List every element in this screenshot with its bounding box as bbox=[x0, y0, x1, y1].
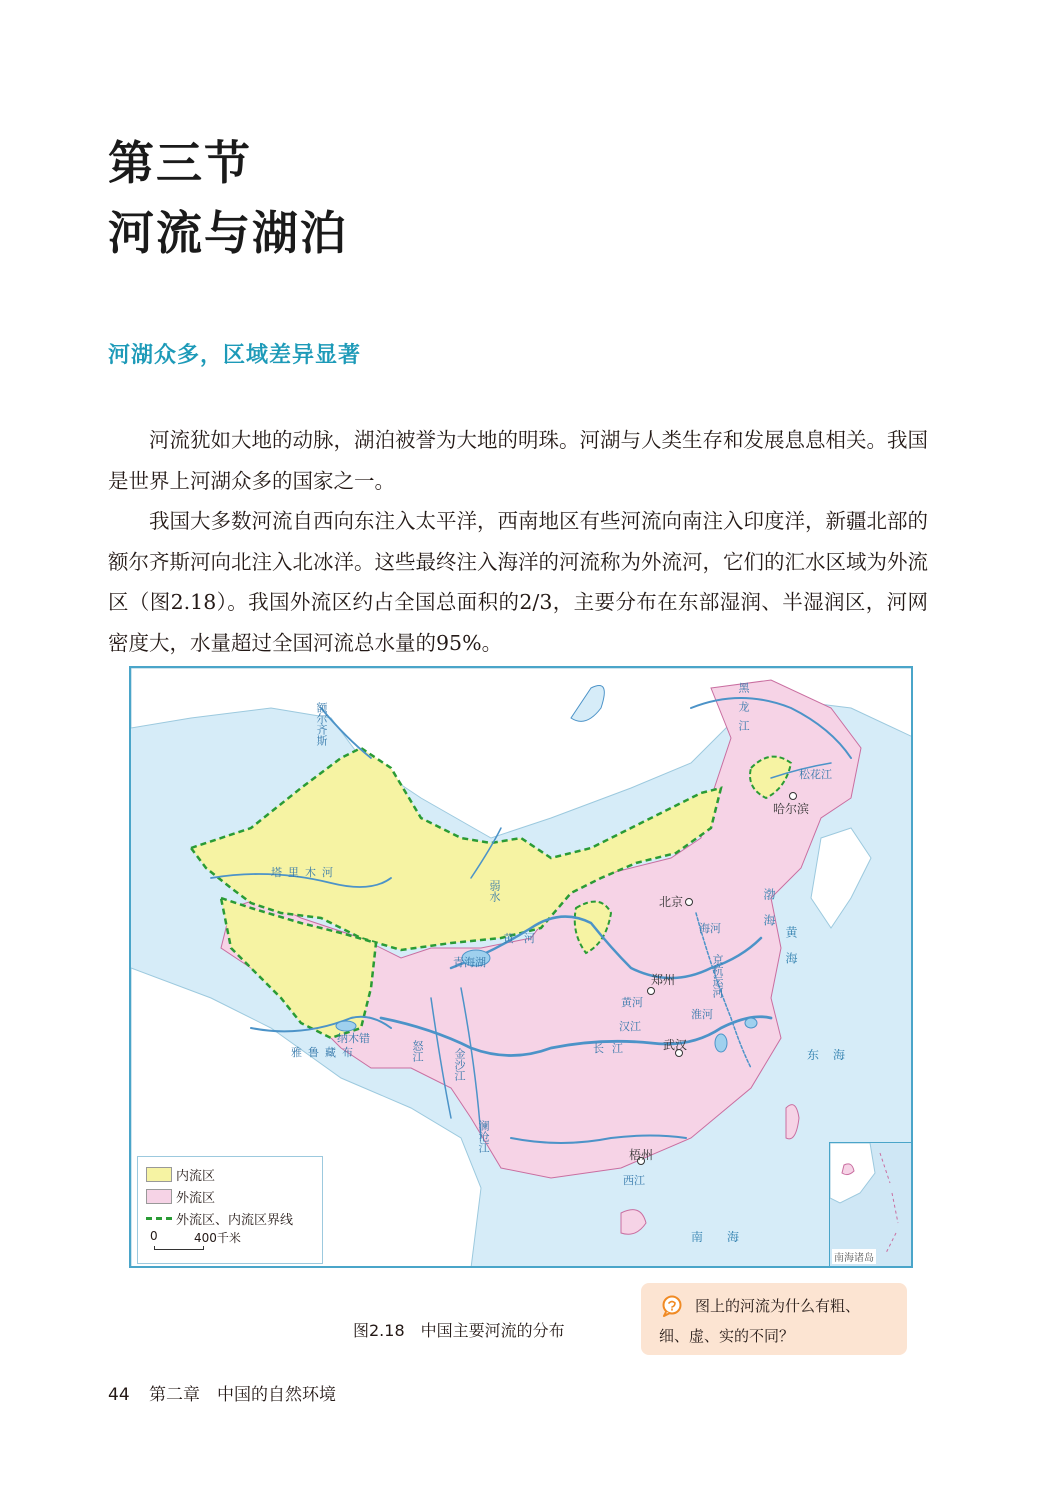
page-number: 44 bbox=[108, 1385, 130, 1405]
inset-hainan bbox=[842, 1164, 854, 1175]
page-footer bbox=[108, 1380, 336, 1405]
city-label-beijing: 北京 bbox=[659, 895, 684, 909]
river-label-jinshajiang: 金沙江 bbox=[453, 1048, 466, 1081]
legend-interior bbox=[146, 1163, 314, 1185]
river-label-lancangjiang: 澜沧江 bbox=[477, 1120, 490, 1153]
poyang-shape bbox=[715, 1034, 727, 1052]
taihu-shape bbox=[745, 1018, 757, 1028]
river-label-erqisi: 额尔齐斯 bbox=[315, 702, 328, 746]
think-line-2: 细、虚、实的不同？ bbox=[659, 1327, 795, 1345]
scale-value: 400千米 bbox=[194, 1231, 241, 1245]
river-label-huaihe: 淮河 bbox=[691, 1008, 713, 1021]
legend-exterior-label: 外流区 bbox=[176, 1190, 216, 1206]
river-label-hanjiang: 汉江 bbox=[619, 1020, 641, 1033]
river-label-yaluzangbu: 雅鲁藏布 bbox=[291, 1046, 359, 1059]
sea-label-nanhai: 南海 bbox=[691, 1230, 764, 1244]
taiwan-island bbox=[786, 1105, 799, 1139]
river-label-ruoshui: 弱水 bbox=[488, 880, 501, 902]
lake-label-qinghaihu: 青海湖 bbox=[453, 956, 486, 969]
boundary-swatch bbox=[146, 1217, 172, 1220]
inset-label: 南海诸岛 bbox=[832, 1249, 876, 1264]
south-china-sea-inset bbox=[829, 1142, 911, 1266]
legend-boundary bbox=[146, 1207, 314, 1229]
inset-land bbox=[830, 1143, 875, 1203]
map-legend bbox=[137, 1156, 323, 1264]
scale-bar bbox=[154, 1246, 204, 1250]
zhengzhou-marker bbox=[648, 988, 655, 995]
paragraph: 我国大多数河流自西向东注入太平洋，西南地区有些河流向南注入印度洋，新疆北部的额尔齐斯河向北注入北冰洋。这些最终注入海洋的河流称为外流河，它们的汇水区域为外流区（图2.18）。我国外流区约占全国总面积的2/3，主要分布在东部湿润、半湿润区，河网密度大，水量超过全国河流总水量的95%。 bbox=[108, 509, 928, 655]
body-text bbox=[108, 420, 928, 663]
river-label-huanghe-upper: 黄河 bbox=[503, 932, 545, 945]
scale-bar-row bbox=[146, 1229, 314, 1253]
river-label-songhuajiang: 松花江 bbox=[799, 768, 832, 781]
legend-boundary-label: 外流区、内流区界线 bbox=[176, 1212, 294, 1228]
sea-label-huanghai: 黄海 bbox=[784, 926, 798, 978]
scale-zero: 0 bbox=[150, 1229, 158, 1243]
beijing-marker bbox=[686, 899, 693, 906]
city-label-harbin: 哈尔滨 bbox=[773, 802, 810, 816]
harbin-marker bbox=[790, 793, 797, 800]
interior-swatch bbox=[146, 1167, 172, 1182]
legend-exterior bbox=[146, 1185, 314, 1207]
chapter-number: 第三节 bbox=[108, 136, 252, 190]
city-label-wuhan: 武汉 bbox=[663, 1038, 688, 1052]
city-label-zhengzhou: 郑州 bbox=[651, 973, 676, 987]
chapter-title bbox=[108, 128, 348, 268]
section-title: 河湖众多，区域差异显著 bbox=[108, 343, 362, 368]
china-river-map bbox=[129, 666, 913, 1268]
think-line-1: 图上的河流为什么有粗、 bbox=[695, 1297, 861, 1315]
river-label-nujiang: 怒江 bbox=[411, 1040, 424, 1062]
speech-bubble-icon bbox=[661, 1295, 683, 1317]
city-label-wuzhou: 梧州 bbox=[629, 1148, 654, 1162]
chapter-heading: 河流与湖泊 bbox=[108, 206, 348, 260]
korea-japan-land bbox=[811, 828, 871, 928]
river-label-changjiang: 长江 bbox=[593, 1042, 631, 1055]
footer-chapter: 第二章 中国的自然环境 bbox=[149, 1385, 337, 1405]
river-label-heilongjiang: 黑龙江 bbox=[737, 682, 750, 739]
lake-label-namucuo: 纳木错 bbox=[337, 1032, 370, 1045]
river-label-xijiang: 西江 bbox=[623, 1174, 645, 1187]
river-label-huanghe-lower: 黄河 bbox=[621, 996, 643, 1009]
river-label-jinghang: 京杭运河 bbox=[711, 954, 724, 998]
legend-interior-label: 内流区 bbox=[176, 1168, 216, 1184]
river-label-haihe: 海河 bbox=[699, 922, 721, 935]
hainan-island bbox=[621, 1210, 646, 1235]
think-box bbox=[641, 1283, 907, 1355]
inset-boundary bbox=[880, 1153, 898, 1253]
river-label-talimu: 塔里木河 bbox=[271, 866, 339, 879]
paragraph: 河流犹如大地的动脉，湖泊被誉为大地的明珠。河湖与人类生存和发展息息相关。我国是世界上河湖众多的国家之一。 bbox=[108, 428, 928, 493]
sea-label-donghai: 东海 bbox=[807, 1048, 860, 1062]
sea-label-bohai: 渤海 bbox=[762, 888, 776, 940]
exterior-swatch bbox=[146, 1189, 172, 1204]
figure-caption: 图2.18 中国主要河流的分布 bbox=[353, 1321, 565, 1340]
